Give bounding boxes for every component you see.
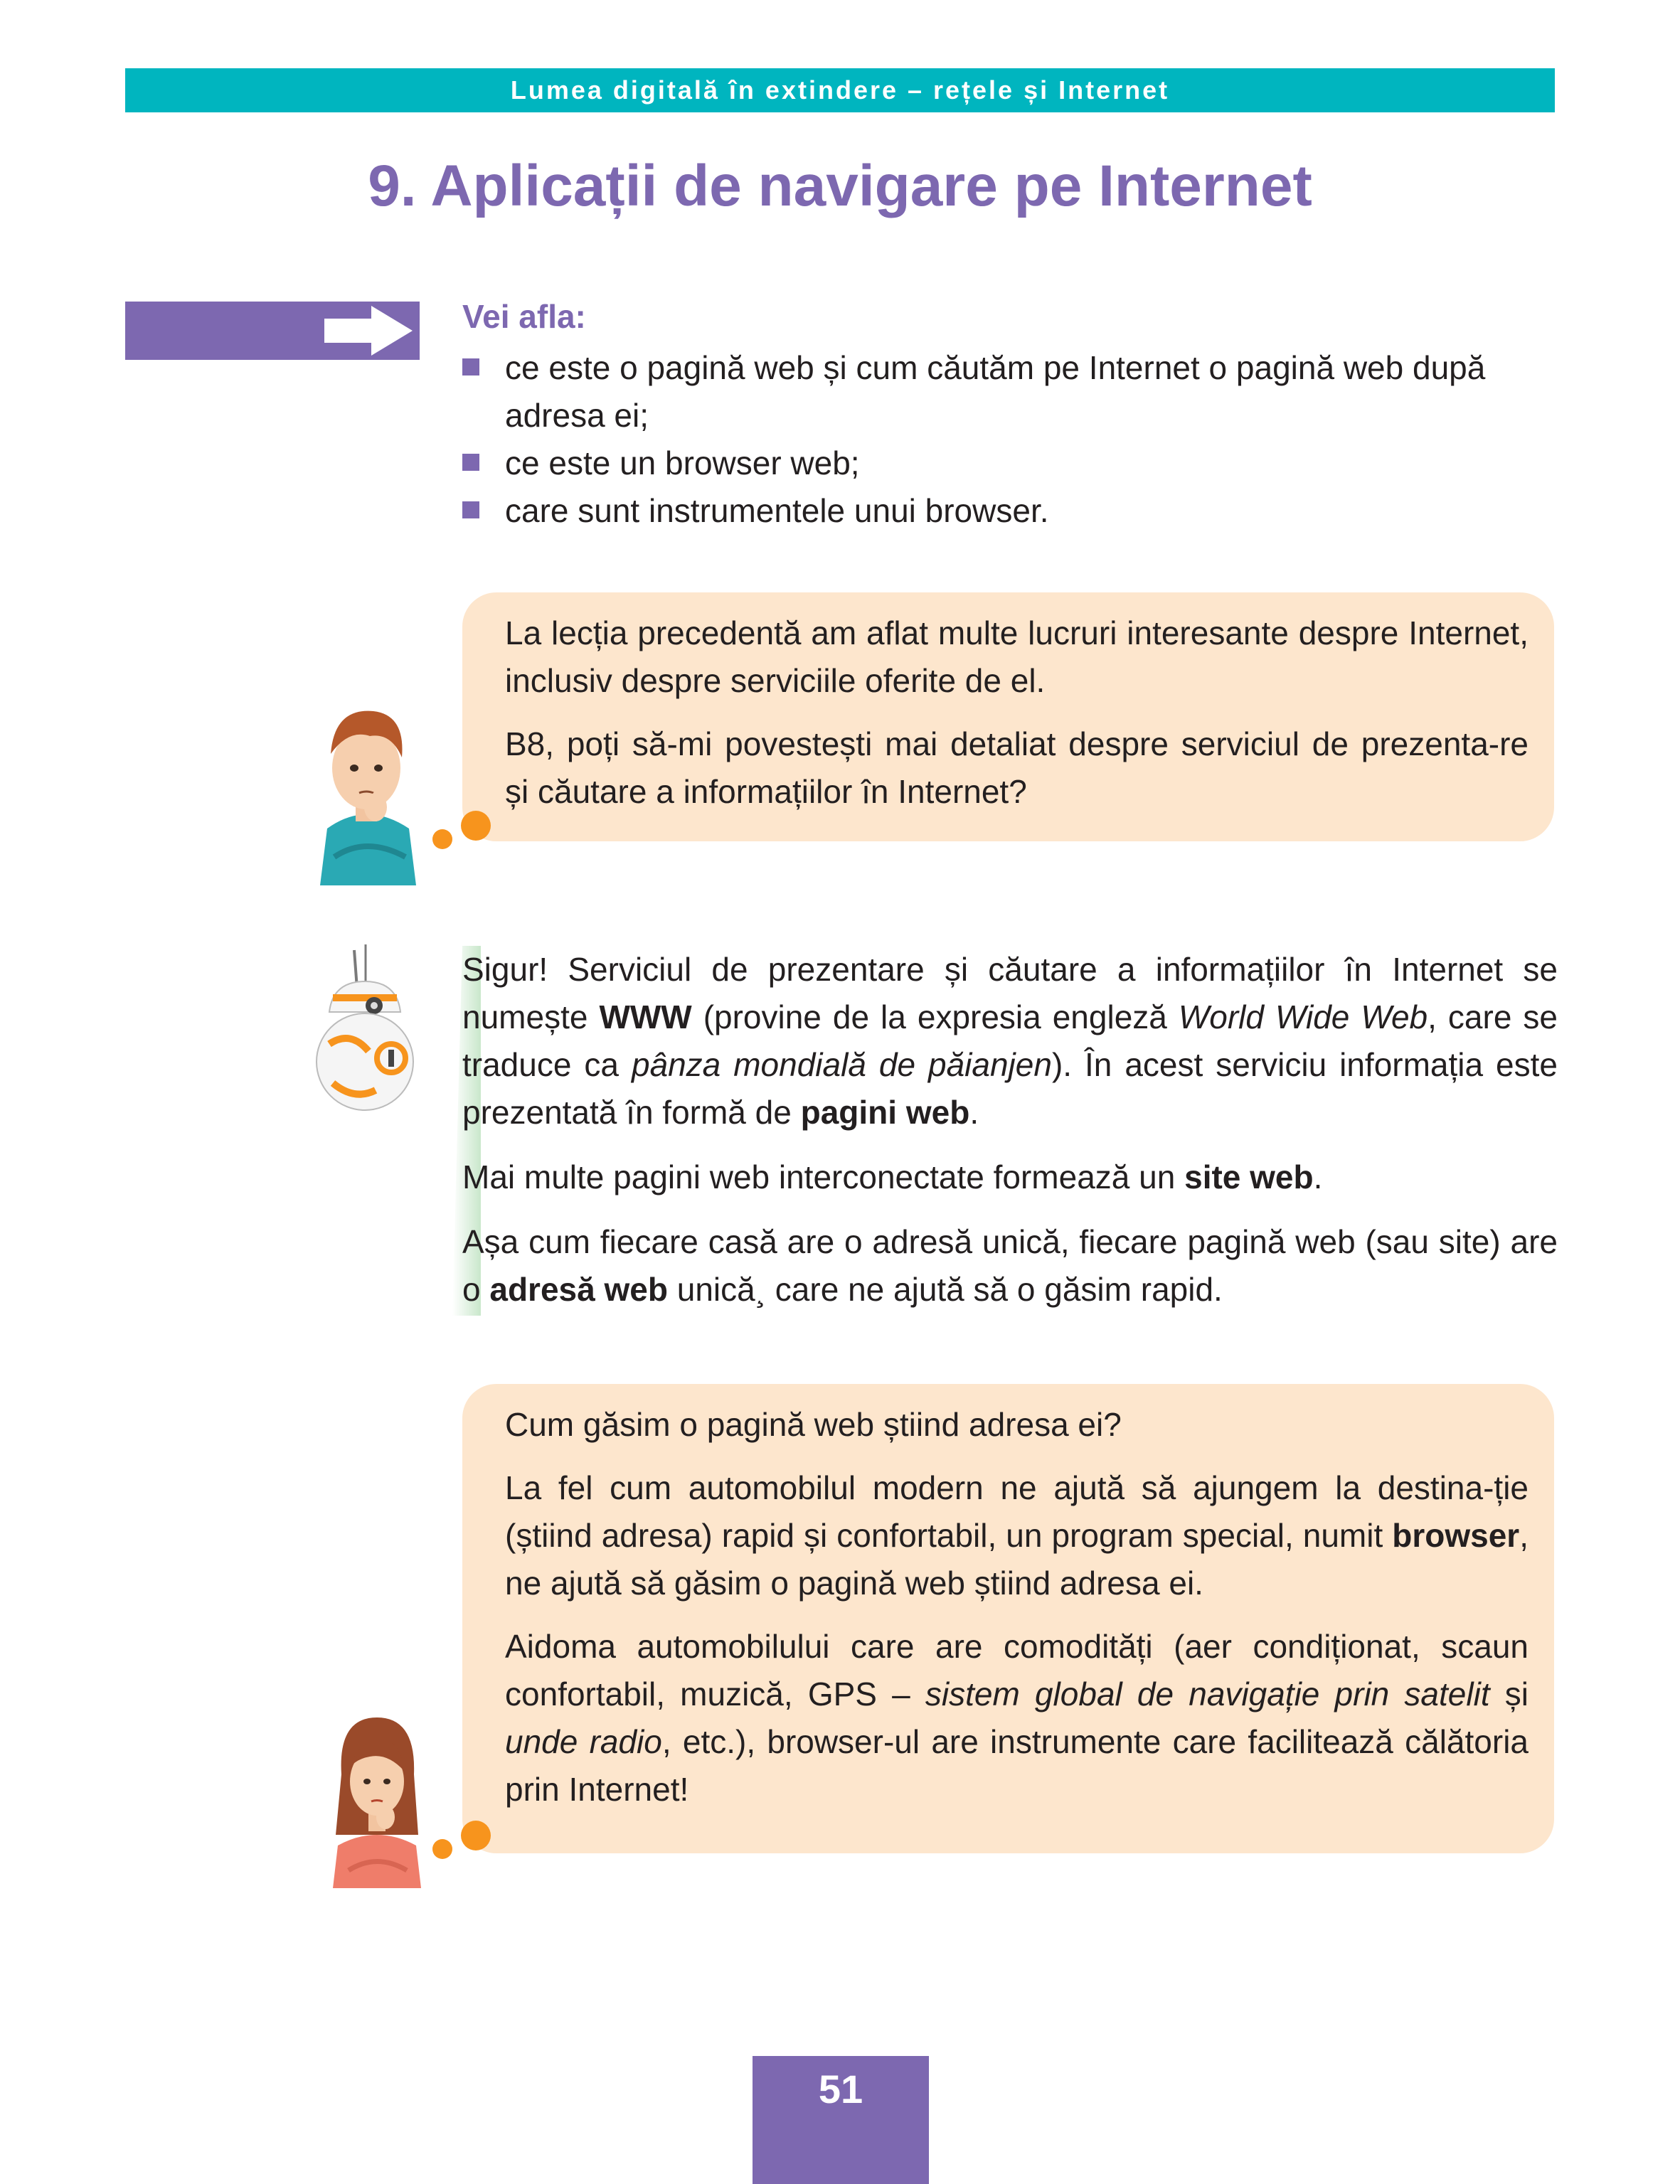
square-bullet-icon [462, 358, 479, 375]
speech-bubble-boy [462, 592, 1554, 841]
chapter-header [125, 68, 1555, 112]
square-bullet-icon [462, 454, 479, 471]
bubble-paragraph: La fel cum automobilul modern ne ajută să ajungem la destina-ție (știind adresa) rapid și confortabil, un program special, numit browser, ne ajută să găsim o pagină web știind adresa ei. [505, 1469, 1529, 1602]
speech-bubble-girl [462, 1384, 1554, 1853]
list-item: ce este un browser web; [462, 440, 1558, 487]
bubble-tail-dot [432, 1839, 452, 1859]
list-item: ce este o pagină web și cum căutăm pe Internet o pagină web după adresa ei; [462, 344, 1558, 440]
bubble-paragraph: Cum găsim o pagină web știind adresa ei? [505, 1406, 1122, 1443]
bubble-tail-dot [461, 811, 491, 841]
lesson-title: 9. Aplicații de navigare pe Internet [368, 154, 1312, 218]
bubble-tail-dot [461, 1821, 491, 1850]
bubble-paragraph: B8, poți să-mi povestești mai detaliat despre serviciul de prezenta-re și căutare a informațiilor în Internet? [505, 725, 1529, 810]
robot-paragraph: Sigur! Serviciul de prezentare și căutare a informațiilor în Internet se numește WWW (provine de la expresia engleză World Wide Web, care se traduce ca pânza mondială de păianjen). În acest serviciu informația este prezentată în formă de pagini web. [462, 951, 1558, 1131]
page-number: 51 [753, 2056, 929, 2184]
square-bullet-icon [462, 501, 479, 518]
girl-character-illustration [327, 1710, 427, 1888]
objectives-list [462, 344, 1558, 535]
robot-b8-illustration [312, 944, 418, 1115]
robot-explanation [462, 946, 1558, 1331]
chapter-header-text: Lumea digitală în extindere – rețele și Internet [510, 75, 1170, 105]
list-item: care sunt instrumentele unui browser. [462, 487, 1558, 535]
objectives-heading: Vei afla: [462, 298, 586, 335]
bubble-paragraph: La lecția precedentă am aflat multe lucruri interesante despre Internet, inclusiv despre serviciile oferite de el. [505, 614, 1529, 699]
boy-character-illustration [306, 693, 427, 885]
robot-paragraph: Mai multe pagini web interconectate formează un site web. [462, 1158, 1323, 1195]
robot-paragraph: Așa cum fiecare casă are o adresă unică, fiecare pagină web (sau site) are o adresă web unică¸ care ne ajută să o găsim rapid. [462, 1223, 1558, 1308]
arrow-right-icon [321, 304, 420, 357]
bubble-tail-dot [432, 829, 452, 849]
bubble-paragraph: Aidoma automobilului care are comodități (aer condiționat, scaun confortabil, muzică, GPS – sistem global de navigație prin satelit și unde radio, etc.), browser-ul are instrumente care facilitează călătoria prin Internet! [505, 1628, 1529, 1808]
